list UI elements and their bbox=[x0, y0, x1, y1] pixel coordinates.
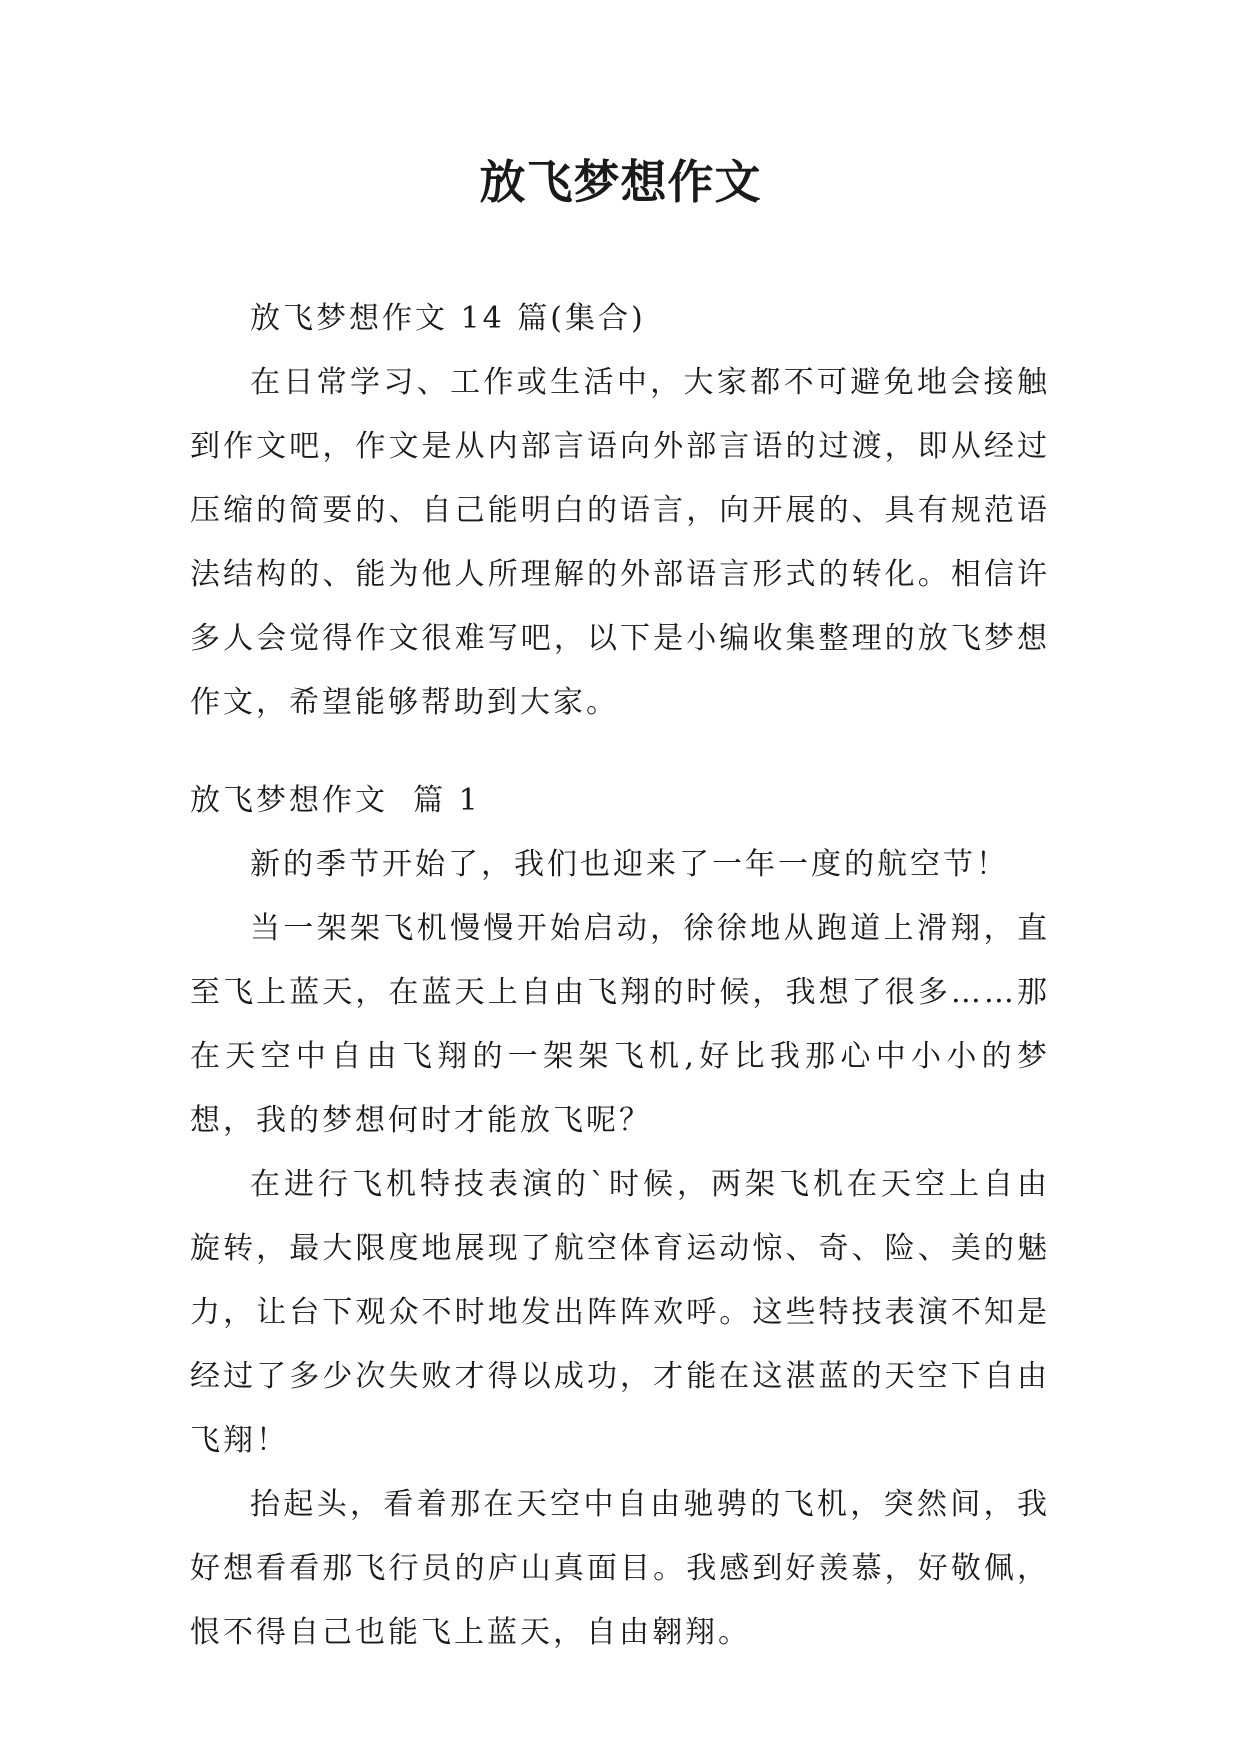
intro-paragraph: 在日常学习、工作或生活中，大家都不可避免地会接触到作文吧，作文是从内部言语向外部言语的过渡，即从经过压缩的简要的、自己能明白的语言，向开展的、具有规范语法结构的、能为他人所理解的外部语言形式的转化。相信许多人会觉得作文很难写吧，以下是小编收集整理的放飞梦想作文，希望能够帮助到大家。 bbox=[190, 365, 1050, 720]
body-paragraph: 当一架架飞机慢慢开始启动，徐徐地从跑道上滑翔，直至飞上蓝天，在蓝天上自由飞翔的时候，我想了很多……那在天空中自由飞翔的一架架飞机,好比我那心中小小的梦想，我的梦想何时才能放飞呢？ bbox=[190, 911, 1050, 1138]
body-paragraph: 在进行飞机特技表演的`时候，两架飞机在天空上自由旋转，最大限度地展现了航空体育运动惊、奇、险、美的魅力，让台下观众不时地发出阵阵欢呼。这些特技表演不知是经过了多少次失败才得以成功，才能在这湛蓝的天空下自由飞翔！ bbox=[190, 1167, 1050, 1458]
document-body bbox=[190, 287, 1050, 1665]
document-title: 放飞梦想作文 bbox=[479, 155, 762, 209]
section-heading: 放飞梦想作文 篇 1 bbox=[190, 783, 481, 818]
body-paragraph: 新的季节开始了，我们也迎来了一年一度的航空节！ bbox=[250, 847, 1009, 882]
document-subtitle: 放飞梦想作文 14 篇(集合) bbox=[250, 301, 646, 336]
body-paragraph: 抬起头，看着那在天空中自由驰骋的飞机，突然间，我好想看看那飞行员的庐山真面目。我感到好羡慕，好敬佩，恨不得自己也能飞上蓝天，自由翱翔。 bbox=[190, 1487, 1050, 1650]
